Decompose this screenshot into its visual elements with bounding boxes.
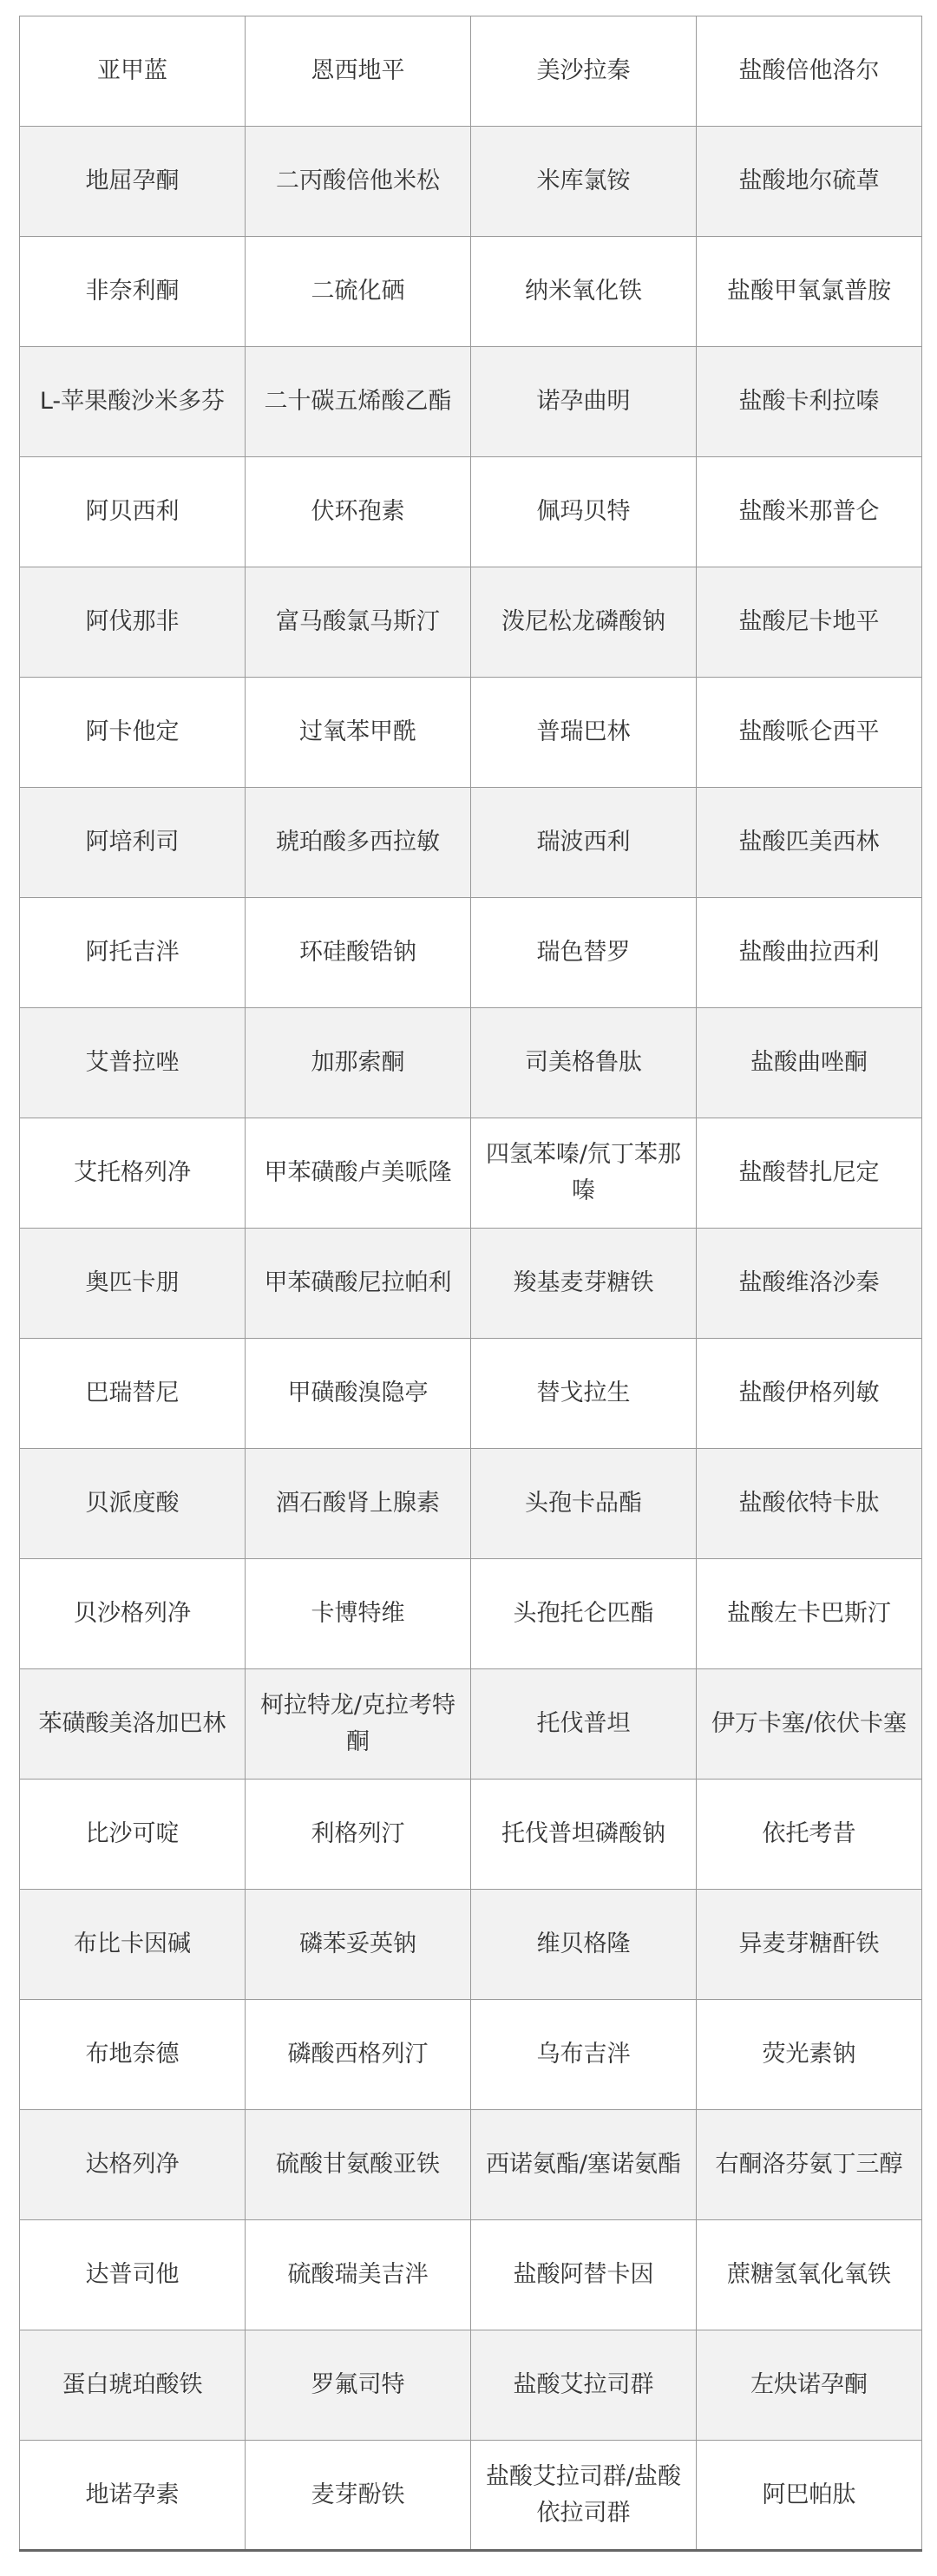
table-cell: 苯磺酸美洛加巴林 (20, 1669, 246, 1780)
table-cell: 地屈孕酮 (20, 127, 246, 237)
table-cell: 伏环孢素 (246, 457, 471, 567)
drug-table-body (20, 16, 922, 2551)
table-cell: 头孢托仑匹酯 (471, 1559, 697, 1669)
table-cell: 盐酸曲拉西利 (697, 898, 922, 1008)
table-cell: 艾普拉唑 (20, 1008, 246, 1118)
table-cell: 环硅酸锆钠 (246, 898, 471, 1008)
table-cell: 盐酸艾拉司群 (471, 2330, 697, 2441)
table-row (20, 567, 922, 678)
table-cell: 二丙酸倍他米松 (246, 127, 471, 237)
table-row (20, 1780, 922, 1890)
table-cell: 酒石酸肾上腺素 (246, 1449, 471, 1559)
table-cell: 加那索酮 (246, 1008, 471, 1118)
table-cell: 纳米氧化铁 (471, 237, 697, 347)
table-cell: 盐酸米那普仑 (697, 457, 922, 567)
table-row (20, 2220, 922, 2330)
table-cell: 磷苯妥英钠 (246, 1890, 471, 2000)
table-row (20, 1339, 922, 1449)
table-cell: 硫酸瑞美吉泮 (246, 2220, 471, 2330)
table-cell: 佩玛贝特 (471, 457, 697, 567)
table-cell: 奥匹卡朋 (20, 1229, 246, 1339)
table-cell: 地诺孕素 (20, 2441, 246, 2551)
table-cell: 甲磺酸溴隐亭 (246, 1339, 471, 1449)
table-row (20, 898, 922, 1008)
table-row (20, 457, 922, 567)
table-cell: 替戈拉生 (471, 1339, 697, 1449)
table-row (20, 1449, 922, 1559)
table-cell: 比沙可啶 (20, 1780, 246, 1890)
table-cell: 依托考昔 (697, 1780, 922, 1890)
table-row (20, 1008, 922, 1118)
table-cell: 托伐普坦磷酸钠 (471, 1780, 697, 1890)
table-cell: 盐酸地尔硫䓬 (697, 127, 922, 237)
table-row (20, 2110, 922, 2220)
table-cell: 亚甲蓝 (20, 16, 246, 127)
table-row (20, 678, 922, 788)
table-cell: 二十碳五烯酸乙酯 (246, 347, 471, 457)
table-cell: 盐酸曲唑酮 (697, 1008, 922, 1118)
table-cell: 二硫化硒 (246, 237, 471, 347)
table-cell: 非奈利酮 (20, 237, 246, 347)
table-cell: 托伐普坦 (471, 1669, 697, 1780)
table-row (20, 2441, 922, 2551)
table-cell: 盐酸依特卡肽 (697, 1449, 922, 1559)
table-cell: 盐酸匹美西林 (697, 788, 922, 898)
table-cell: 美沙拉秦 (471, 16, 697, 127)
table-cell: 阿卡他定 (20, 678, 246, 788)
table-cell: 琥珀酸多西拉敏 (246, 788, 471, 898)
table-cell: 盐酸维洛沙秦 (697, 1229, 922, 1339)
table-cell: 达格列净 (20, 2110, 246, 2220)
table-cell: 阿托吉泮 (20, 898, 246, 1008)
drug-name-table (19, 16, 922, 2552)
table-cell: 头孢卡品酯 (471, 1449, 697, 1559)
table-cell: 米库氯铵 (471, 127, 697, 237)
table-cell: 富马酸氯马斯汀 (246, 567, 471, 678)
table-cell: 盐酸艾拉司群/盐酸依拉司群 (471, 2441, 697, 2551)
table-cell: 蛋白琥珀酸铁 (20, 2330, 246, 2441)
table-cell: 盐酸甲氧氯普胺 (697, 237, 922, 347)
table-row (20, 1229, 922, 1339)
table-cell: 阿培利司 (20, 788, 246, 898)
table-row (20, 1118, 922, 1229)
table-cell: 甲苯磺酸尼拉帕利 (246, 1229, 471, 1339)
table-row (20, 1669, 922, 1780)
table-cell: 麦芽酚铁 (246, 2441, 471, 2551)
table-cell: 贝派度酸 (20, 1449, 246, 1559)
table-row (20, 347, 922, 457)
table-cell: 司美格鲁肽 (471, 1008, 697, 1118)
table-cell: 甲苯磺酸卢美哌隆 (246, 1118, 471, 1229)
table-cell: 恩西地平 (246, 16, 471, 127)
table-cell: 盐酸倍他洛尔 (697, 16, 922, 127)
table-cell: 达普司他 (20, 2220, 246, 2330)
table-row (20, 1890, 922, 2000)
table-cell: 卡博特维 (246, 1559, 471, 1669)
table-row (20, 1559, 922, 1669)
table-cell: 荧光素钠 (697, 2000, 922, 2110)
table-row (20, 16, 922, 127)
table-cell: 瑞波西利 (471, 788, 697, 898)
table-cell: 贝沙格列净 (20, 1559, 246, 1669)
table-cell: 阿伐那非 (20, 567, 246, 678)
table-cell: 羧基麦芽糖铁 (471, 1229, 697, 1339)
table-cell: 异麦芽糖酐铁 (697, 1890, 922, 2000)
table-row (20, 237, 922, 347)
table-cell: 布地奈德 (20, 2000, 246, 2110)
table-cell: 蔗糖氢氧化氧铁 (697, 2220, 922, 2330)
table-row (20, 788, 922, 898)
table-cell: 诺孕曲明 (471, 347, 697, 457)
table-cell: 瑞色替罗 (471, 898, 697, 1008)
table-cell: 阿贝西利 (20, 457, 246, 567)
table-cell: 罗氟司特 (246, 2330, 471, 2441)
table-cell: 过氧苯甲酰 (246, 678, 471, 788)
table-cell: 艾托格列净 (20, 1118, 246, 1229)
table-cell: 盐酸替扎尼定 (697, 1118, 922, 1229)
table-row (20, 2330, 922, 2441)
table-cell: L-苹果酸沙米多芬 (20, 347, 246, 457)
table-cell: 盐酸尼卡地平 (697, 567, 922, 678)
table-cell: 盐酸哌仑西平 (697, 678, 922, 788)
table-cell: 盐酸卡利拉嗪 (697, 347, 922, 457)
table-cell: 盐酸伊格列敏 (697, 1339, 922, 1449)
table-cell: 利格列汀 (246, 1780, 471, 1890)
table-cell: 伊万卡塞/依伏卡塞 (697, 1669, 922, 1780)
table-row (20, 2000, 922, 2110)
table-cell: 四氢苯嗪/氘丁苯那嗪 (471, 1118, 697, 1229)
table-cell: 普瑞巴林 (471, 678, 697, 788)
table-cell: 右酮洛芬氨丁三醇 (697, 2110, 922, 2220)
table-row (20, 127, 922, 237)
table-cell: 盐酸左卡巴斯汀 (697, 1559, 922, 1669)
table-cell: 西诺氨酯/塞诺氨酯 (471, 2110, 697, 2220)
table-cell: 柯拉特龙/克拉考特酮 (246, 1669, 471, 1780)
table-cell: 维贝格隆 (471, 1890, 697, 2000)
table-cell: 左炔诺孕酮 (697, 2330, 922, 2441)
table-cell: 阿巴帕肽 (697, 2441, 922, 2551)
table-cell: 泼尼松龙磷酸钠 (471, 567, 697, 678)
table-cell: 磷酸西格列汀 (246, 2000, 471, 2110)
table-cell: 布比卡因碱 (20, 1890, 246, 2000)
table-cell: 乌布吉泮 (471, 2000, 697, 2110)
table-cell: 盐酸阿替卡因 (471, 2220, 697, 2330)
table-cell: 巴瑞替尼 (20, 1339, 246, 1449)
table-cell: 硫酸甘氨酸亚铁 (246, 2110, 471, 2220)
